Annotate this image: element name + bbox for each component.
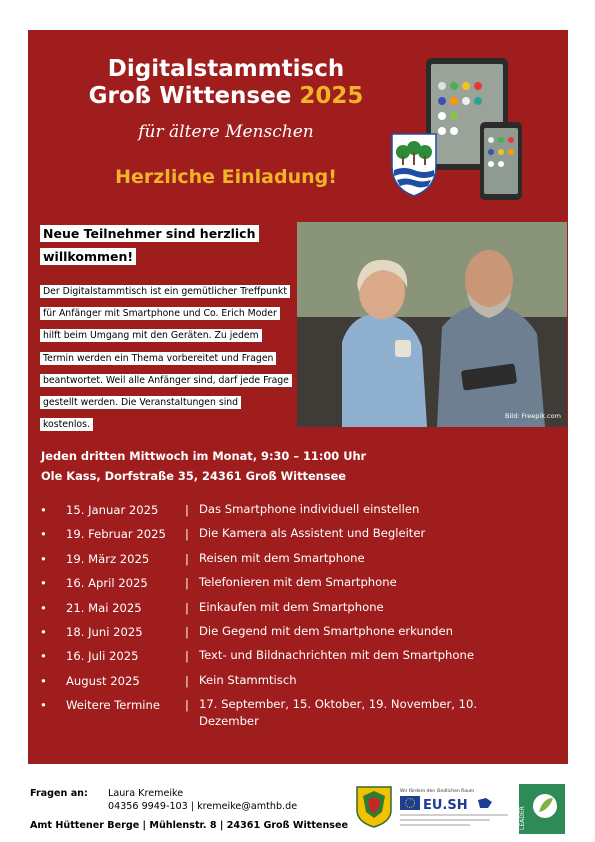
schedule-item: [40, 503, 560, 527]
separator: |: [185, 698, 189, 713]
eu-sh-logo: [400, 786, 510, 828]
bullet: •: [40, 698, 47, 713]
schedule-item: [40, 674, 560, 698]
separator: |: [185, 576, 189, 591]
schedule-date: 18. Juni 2025: [66, 624, 143, 639]
bullet: •: [40, 600, 47, 615]
schedule-item: [40, 601, 560, 625]
schedule-topic: 17. September, 15. Oktober, 19. November, 10. Dezember: [199, 697, 478, 729]
title-line-2: [66, 83, 386, 110]
schedule-topic: Kein Stammtisch: [199, 672, 297, 687]
meeting-time: Jeden dritten Mittwoch im Monat, 9:30 – 11:00 Uhr: [41, 449, 367, 463]
schedule-date: 21. Mai 2025: [66, 600, 142, 615]
schedule-item: [40, 527, 560, 551]
separator: |: [185, 600, 189, 615]
eu-flag-icon: [400, 796, 420, 810]
bullet: •: [40, 649, 47, 664]
schedule-date: 16. Juli 2025: [66, 649, 139, 664]
leader-text: LEADER: [519, 806, 526, 830]
intro-heading: [40, 222, 290, 268]
schedule-date: 19. Februar 2025: [66, 527, 166, 542]
schedule-date: August 2025: [66, 673, 140, 688]
schedule-list: [40, 502, 560, 729]
bullet: •: [40, 624, 47, 639]
bullet: •: [40, 576, 47, 591]
state-crest-icon: [478, 798, 492, 808]
schedule-topic: Die Gegend mit dem Smartphone erkunden: [199, 623, 454, 638]
schedule-date: 19. März 2025: [66, 551, 150, 566]
seniors-photo: [297, 222, 567, 427]
schedule-topic: Reisen mit dem Smartphone: [199, 550, 365, 565]
intro-heading-text: Neue Teilnehmer sind herzlich willkommen!: [40, 225, 259, 265]
contact-details: 04356 9949-103 | kremeike@amthb.de: [108, 801, 298, 812]
eu-caption: Wir fördern den ländlichen Raum: [400, 789, 475, 794]
subtitle: für ältere Menschen: [138, 122, 314, 142]
separator: |: [185, 649, 189, 664]
title-location: Groß Wittensee: [88, 83, 292, 109]
title-year: 2025: [299, 83, 364, 109]
separator: |: [185, 624, 189, 639]
intro-body: [40, 279, 289, 434]
schedule-item: [40, 649, 560, 673]
coat-of-arms-icon: [392, 134, 436, 196]
eu-sh-text: EU.SH: [423, 798, 468, 813]
contact-label: Fragen an:: [30, 788, 88, 799]
bullet: •: [40, 673, 47, 688]
schedule-date: Weitere Termine: [66, 698, 160, 713]
schedule-item: [40, 576, 560, 600]
intro-body-text: Der Digitalstammtisch ist ein gemütlicher Treffpunkt für Anfänger mit Smartphone und Co. Erich Moder hilft beim Umgang mit den Geräten. Zu jedem Termin werden ein Thema vorbereitet und Fragen beantwortet. Weil alle Anfänger sind, darf jede Frage gestellt werden. Die Veranstaltungen sind kostenlos.: [40, 285, 292, 431]
district-crest-logo: [356, 786, 392, 828]
bullet: •: [40, 551, 47, 566]
meeting-location: Ole Kass, Dorfstraße 35, 24361 Groß Wittensee: [41, 469, 347, 483]
photo-credit: Bild: Freepik.com: [505, 412, 561, 420]
schedule-topic: Einkaufen mit dem Smartphone: [199, 599, 384, 614]
schedule-topic: Telefonieren mit dem Smartphone: [199, 575, 397, 590]
contact-name: Laura Kremeike: [108, 788, 184, 799]
smartphone-icon: [480, 122, 522, 200]
title-line-1: Digitalstammtisch: [107, 56, 345, 82]
schedule-topic: Das Smartphone individuell einstellen: [199, 502, 420, 516]
page-title: [66, 56, 386, 110]
separator: |: [185, 551, 189, 566]
schedule-item: [40, 625, 560, 649]
office-address: Amt Hüttener Berge | Mühlenstr. 8 | 24361 Groß Wittensee: [30, 820, 348, 831]
bullet: •: [40, 503, 47, 517]
leader-logo: [519, 784, 565, 834]
schedule-item: [40, 697, 560, 729]
devices-illustration: [390, 56, 525, 201]
schedule-item: [40, 552, 560, 576]
bullet: •: [40, 527, 47, 542]
separator: |: [185, 673, 189, 688]
separator: |: [185, 527, 189, 542]
separator: |: [185, 503, 189, 517]
invitation-heading: Herzliche Einladung!: [115, 166, 337, 188]
schedule-topic: Die Kamera als Assistent und Begleiter: [199, 526, 426, 541]
schedule-date: 15. Januar 2025: [66, 503, 159, 517]
schedule-date: 16. April 2025: [66, 576, 148, 591]
schedule-topic: Text- und Bildnachrichten mit dem Smartphone: [199, 648, 474, 663]
